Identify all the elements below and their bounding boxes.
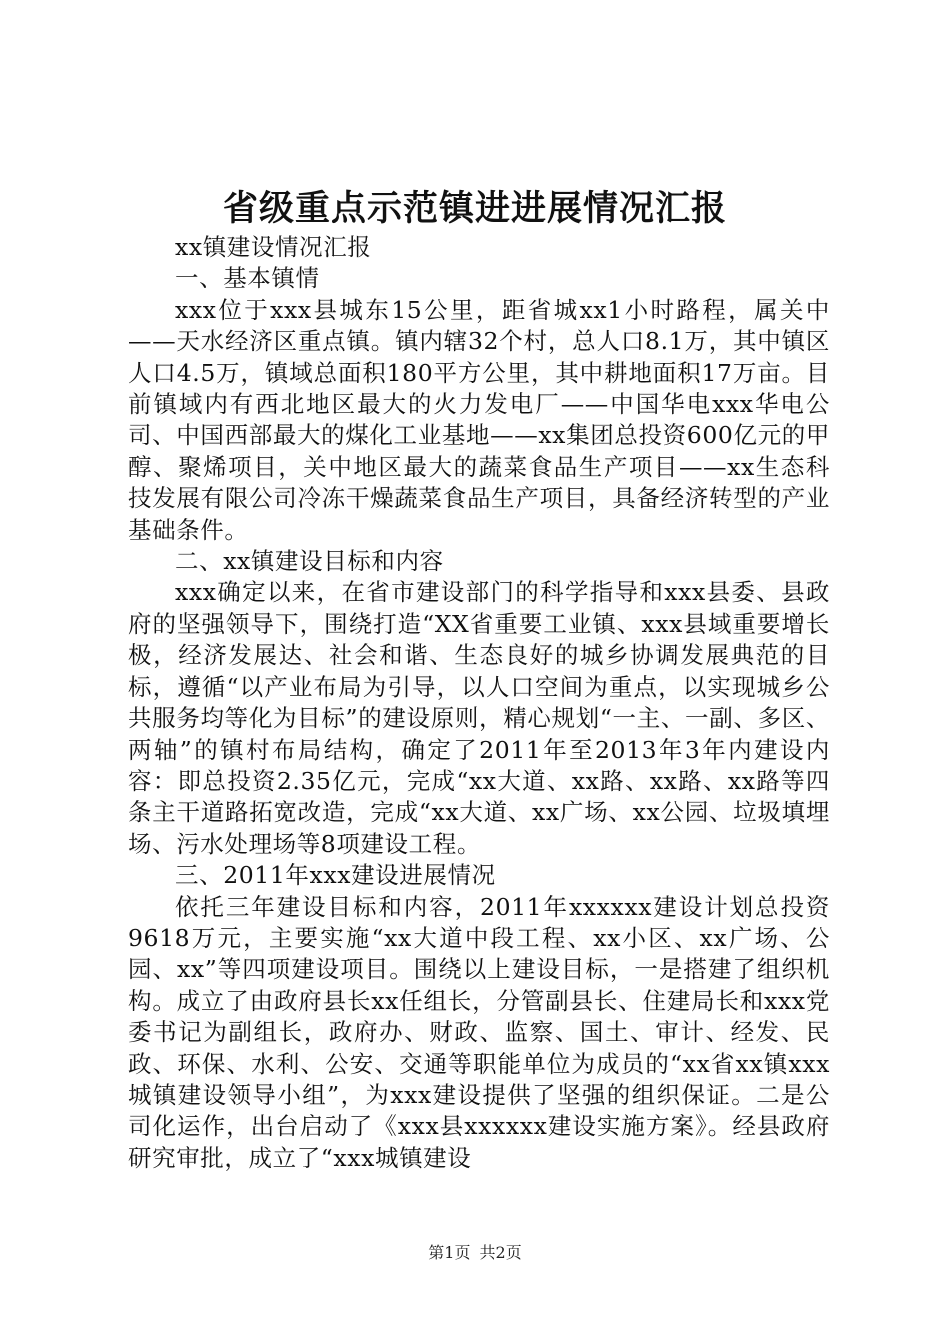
section-heading-basic: 一、基本镇情 xyxy=(175,264,320,293)
document-title: 省级重点示范镇进进展情况汇报 xyxy=(222,188,727,229)
paragraph-basic-info: xxx位于xxx县城东15公里，距省城xx1小时路程，属关中——天水经济区重点镇。镇内辖32个村，总人口8.1万，其中镇区人口4.5万，镇域总面积180平方公里，其中耕地面积17万亩。目前镇域内有西北地区最大的火力发电厂——中国华电xxx华电公司、中国西部最大的煤化工业基地——xx集团总投资600亿元的甲醇、聚烯项目，关中地区最大的蔬菜食品生产项目——xx生态科技发展有限公司冷冻干燥蔬菜食品生产项目，具备经济转型的产业基础条件。 xyxy=(128,295,830,544)
page-number: 第1页 xyxy=(428,1243,471,1262)
section-heading-goals: 二、xx镇建设目标和内容 xyxy=(175,547,444,576)
paragraph-subtitle: xx镇建设情况汇报 xyxy=(175,233,372,261)
paragraph-progress: 依托三年建设目标和内容，2011年xxxxxx建设计划总投资9618万元，主要实施“xx大道中段工程、xx小区、xx广场、公园、xx”等四项建设项目。围绕以上建设目标，一是搭建了组织机构。成立了由政府县长xx任组长，分管副县长、住建局长和xxx党委书记为副组长，政府办、财政、监察、国土、审计、经发、民政、环保、水利、公安、交通等职能单位为成员的“xx省xx镇xxx城镇建设领导小组”，为xxx建设提供了坚强的组织保证。二是公司化运作，出台启动了《xxx县xxxxxx建设实施方案》。经县政府研究审批，成立了“xxx城镇建设 xyxy=(128,892,830,1172)
document-body xyxy=(128,232,830,1174)
paragraph-goals: xxx确定以来，在省市建设部门的科学指导和xxx县委、县政府的坚强领导下，围绕打造“XX省重要工业镇、xxx县域重要增长极，经济发展达、社会和谐、生态良好的城乡协调发展典范的目标，遵循“以产业布局为引导，以人口空间为重点，以实现城乡公共服务均等化为目标”的建设原则，精心规划“一主、一副、多区、两轴”的镇村布局结构，确定了2011年至2013年3年内建设内容：即总投资2.35亿元，完成“xx大道、xx路、xx路、xx路等四条主干道路拓宽改造，完成“xx大道、xx广场、xx公园、垃圾填埋场、污水处理场等8项建设工程。 xyxy=(128,578,830,858)
page-footer xyxy=(0,1242,950,1264)
page-total: 共2页 xyxy=(479,1243,522,1262)
section-heading-progress: 三、2011年xxx建设进展情况 xyxy=(175,861,496,890)
